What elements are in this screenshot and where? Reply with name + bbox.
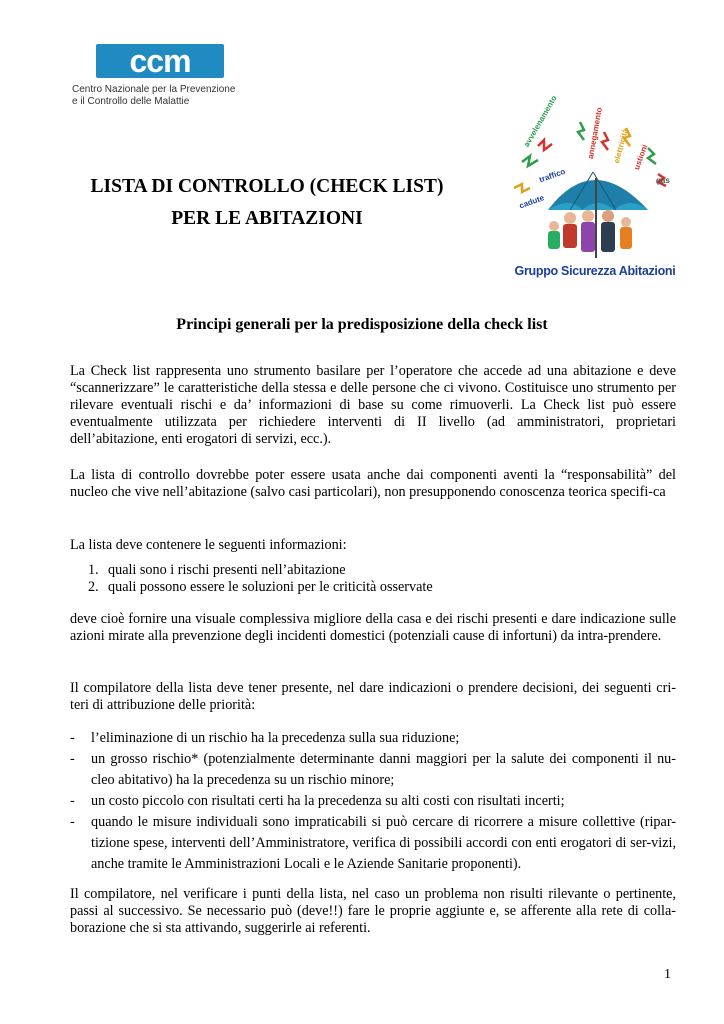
list-item-text: quali sono i rischi presenti nell’abitazione	[108, 562, 346, 578]
ccm-logo-line1: Centro Nazionale per la Prevenzione	[72, 84, 236, 95]
safety-illustration	[508, 93, 678, 282]
list-item-dash: -	[70, 814, 75, 830]
list-item-text: quali possono essere le soluzioni per le criticità osservate	[108, 579, 433, 595]
criteria-list	[70, 728, 676, 875]
section-heading: Principi generali per la predisposizione della check list	[176, 316, 548, 333]
list-item	[70, 791, 676, 812]
list-item-dash: -	[70, 751, 75, 767]
list-item-dash: -	[70, 793, 75, 809]
page-number: 1	[664, 967, 671, 982]
ccm-logo-mark: ccm	[96, 44, 224, 78]
hazard-label: cadute	[518, 193, 546, 211]
ccm-logo	[72, 43, 236, 110]
hazard-label: gas	[656, 176, 670, 185]
list-item-number: 1.	[88, 562, 99, 578]
hazard-label: elettricità	[612, 127, 630, 165]
list-item	[70, 812, 676, 875]
paragraph: La lista di controllo dovrebbe poter essere usata anche dai componenti aventi la “responsabilità” del nucleo che vive nell’abitazione (salvo casi particolari), non presupponendo conoscenza teorica specifi-ca	[70, 467, 676, 500]
ccm-logo-line2: e il Controllo delle Malattie	[72, 96, 190, 107]
list-item-text: quando le misure individuali sono impraticabili si può cercare di ricorrere a misure collettive (ripar-tizione spese, interventi dell’Amministratore, verifica di possibili accordi con enti erogatori di ser-vizi, anche tramite le Amministrazioni Locali e le Aziende Sanitarie proponenti).	[91, 814, 676, 872]
illustration-caption: Gruppo Sicurezza Abitazioni	[514, 264, 676, 278]
paragraph: La Check list rappresenta uno strumento basilare per l’operatore che accede ad una abitazione e deve “scannerizzare” le caratteristiche della stessa e delle persone che ci vivono. Costituisce uno strumento per rilevare eventuali rischi e da’ informazioni di base su come rimuoverli. La Check list può essere eventualmente utilizzata per richiedere interventi di II livello (ad amministratori, proprietari dell’abitazione, enti erogatori di servizi, ecc.).	[70, 363, 676, 447]
list-item-text: l’eliminazione di un rischio ha la precedenza sulla sua riduzione;	[91, 730, 460, 746]
list-item-dash: -	[70, 730, 75, 746]
document-title-line1: LISTA DI CONTROLLO (CHECK LIST)	[90, 176, 444, 197]
hazard-label: traffico	[538, 166, 567, 185]
list-item	[70, 728, 676, 749]
paragraph: La lista deve contenere le seguenti informazioni:	[70, 537, 347, 553]
numbered-list	[88, 562, 433, 596]
list-item-text: un grosso rischio* (potenzialmente determinante danni maggiori per la salute dei componenti il nu-cleo abitativo) ha la precedenza su un rischio minore;	[91, 751, 676, 788]
list-item-number: 2.	[88, 579, 99, 595]
list-item	[70, 749, 676, 791]
paragraph: Il compilatore della lista deve tener presente, nel dare indicazioni o prendere decisioni, dei seguenti cri-teri di attribuzione delle priorità:	[70, 680, 676, 713]
list-item-text: un costo piccolo con risultati certi ha la precedenza su alti costi con risultati incerti;	[91, 793, 565, 809]
hazard-label: ustioni	[632, 143, 650, 172]
list-item	[88, 562, 433, 579]
hazard-label: annegamento	[586, 106, 604, 160]
paragraph: deve cioè fornire una visuale complessiva migliore della casa e dei rischi presenti e dare indicazione sulle azioni mirate alla prevenzione degli incidenti domestici (potenziali cause di infortuni) da intra-prendere.	[70, 611, 676, 644]
ccm-logo-text	[72, 84, 262, 108]
document-title-line2: PER LE ABITAZIONI	[171, 208, 363, 229]
paragraph: Il compilatore, nel verificare i punti della lista, nel caso un problema non risulti rilevante o pertinente, passi al successivo. Se necessario può (deve!!) fare le proprie aggiunte e, se afferente alla rete di colla-borazione che si sta attivando, suggerirle ai referenti.	[70, 886, 676, 936]
hazard-label: avvelenamento	[522, 93, 559, 149]
list-item	[88, 579, 433, 596]
